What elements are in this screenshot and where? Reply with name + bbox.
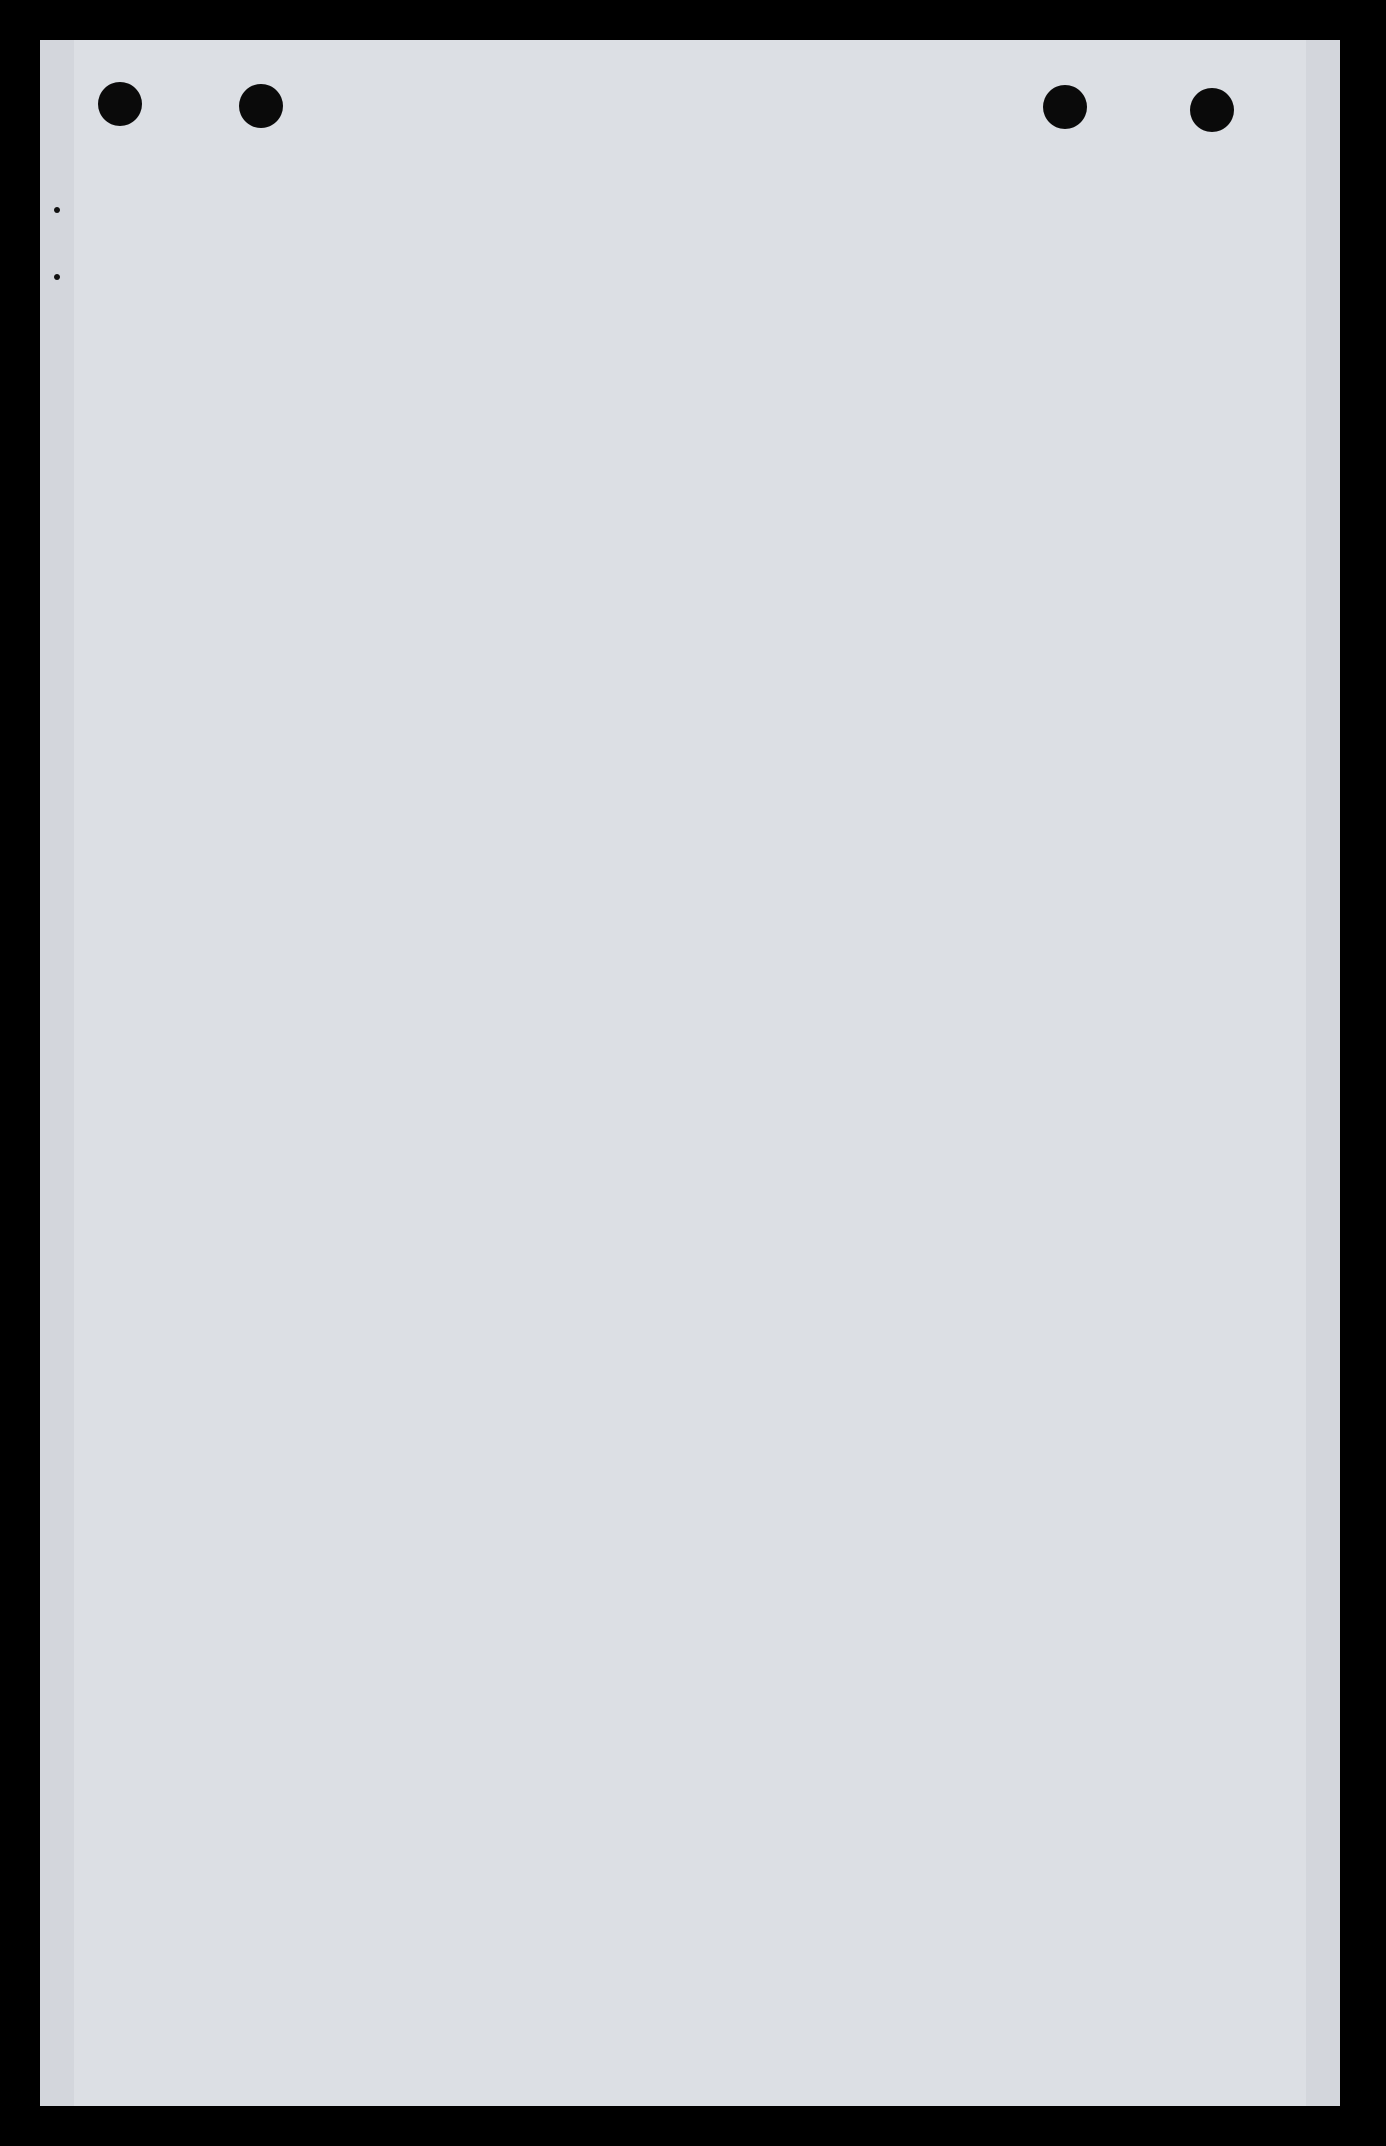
document-sheet: [40, 40, 1340, 2106]
crew-list: [118, 120, 1248, 150]
ink-speck: [54, 274, 60, 280]
sheet-surface: [74, 40, 1306, 2106]
ink-speck: [54, 207, 60, 213]
handwritten-entry: [118, 120, 1248, 150]
